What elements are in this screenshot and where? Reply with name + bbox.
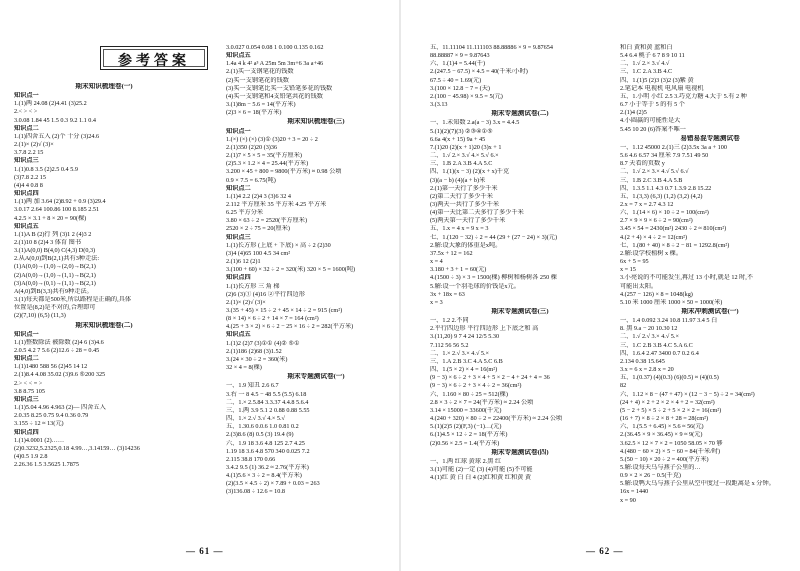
answer-line: 0.9 × 2 × 26 − 0.5(千克) [620, 472, 681, 480]
answer-line: 七、1.(80 + 40) × 8 ÷ 2 − 81 = 1292.8(cm²) [620, 241, 730, 249]
answer-line: 2.(1)350 (2)20 (3)36 [226, 143, 278, 151]
answer-line: 4.(1)红 黄 白 白 4 (2)红和黄 红和黄 黄 [430, 474, 532, 482]
page-number-left: — 61 — [186, 546, 224, 556]
section-heading: 易错易混专题测试卷 [680, 134, 740, 142]
answer-line: 1.(1)0.8 3.5 (2)2.5 0.4 5.9 [14, 165, 78, 173]
answer-line: 32 × 4 = 8(棵) [226, 364, 262, 372]
answer-line: 二、1.√ 2.√ 3.× 4.√ 5.× [620, 333, 679, 341]
answer-line: 1.(1)4 2.2 (2)4 3 (3)6 32 4 [226, 192, 291, 200]
answer-line: 3.(11,20) 9 7 4 24 12/5 5.30 [430, 333, 500, 341]
answer-line: 六、1.12 × 8 − (47 + 47) × (12 − 3 − 5) ÷ 2 = 34(cm²) [620, 390, 755, 398]
knowledge-point-heading: 知识点一 [226, 127, 251, 135]
answer-line: (8 × 14) × 6 ÷ 2 + 14 × 7 = 164 (cm²) [226, 315, 319, 323]
answer-line: 3.7.8 2.2 15 [14, 149, 44, 157]
answer-line: 4.2.5 × 3.1 + 8 × 20 = 90(棵) [14, 214, 87, 222]
answer-line: 2.(1)8.4 4.08 35.02 (3)9.6 ⑤200 325 [14, 371, 106, 379]
answer-line: 2.(1)买一支钢笔花的钱数 [226, 68, 294, 76]
answer-line: 1.(1)两 24.08 (2)4.41 (3)25.2 [14, 100, 87, 108]
answer-line: 六、1.160 × 80 ÷ 25 = 512(棵) [430, 390, 508, 398]
answer-line: 2.解:设大象的体重是x吨。 [430, 241, 502, 249]
answer-line: 1.(1)A B (2)行 列 (3)1 2 (4)3 2 [14, 230, 92, 238]
knowledge-point-heading: 知识点五 [14, 222, 39, 230]
section-heading: 期末专题测试卷(三) [491, 308, 549, 315]
answer-line: (4)4 4 0.8 8 [14, 181, 43, 189]
page-number-right: — 62 — [586, 546, 624, 556]
answer-line: 二、1.× 2.5.84 3.3.37 4.4.8 5.6.4 [226, 398, 309, 406]
answer-line: 2.(1)× (2)√ (3)× [14, 141, 54, 149]
knowledge-point-heading: 知识点五 [226, 331, 251, 339]
answer-line: (5)两天第一天行了多少千米 [430, 217, 506, 225]
answer-line: 二、1.× 2.√ 3.× 4.√ 5.× [430, 349, 490, 357]
answer-line: (2)0.56 × 2.5 = 1.4(平方米) [430, 439, 500, 447]
answer-line: 五、1.x = 4 x = 9 x = 3 [430, 225, 489, 233]
answer-line: (9 − 3) × 6 ÷ 2 + 3 × 4 + 5 × 2 − 4 + 24 + 4 = 36 [430, 374, 550, 382]
answer-line: 2.8 × 3 ÷ 2 × 7 = 24(平方米) ≈ 2.24 公顷 [430, 398, 534, 406]
answer-line: 2.26.36 1.5 3.5625 1.7875 [14, 461, 79, 469]
answer-line: 位置是(8,2)是不对的,合理即可 [14, 304, 96, 312]
answer-line: 2.115 38.8 170 0.66 [226, 455, 276, 463]
knowledge-point-heading: 知识点四 [14, 190, 39, 198]
answer-line: 1.(×) (×) (×) (3)① (3)20 + 3 = 20 ÷ 2 [226, 135, 318, 143]
answer-line: 6.6a 4(x + 15) 9a + 45 [430, 135, 486, 143]
knowledge-point-heading: 知识点三 [226, 233, 251, 241]
answer-line: (2)0.3232,5.2325,0.18 4.99…,3.14159… (3)14236 [14, 444, 140, 452]
answer-line: 三、1.A 2.B 3.C 4.A 5.C 6.B [430, 357, 503, 365]
answer-line: 8.7 天看的页数 y [620, 160, 665, 168]
answer-line: 3.4.2 9.5 (1) 36.2 ≈ 2.76(平方米) [226, 463, 309, 471]
knowledge-point-heading: 知识点三 [14, 157, 39, 165]
answer-line: (16 + 7) × 8 ÷ 2 × 8 + 28 = 28(cm²) [620, 415, 708, 423]
answer-line: 2.(1)第一天行了多少千米 [430, 184, 498, 192]
answer-line: (2)A(0,0)→(1,0)→(1,1)→B(2,1) [14, 271, 96, 279]
answer-line: (4)0.5 1.9 2.8 [14, 453, 48, 461]
answer-line: 2.(1)186 (2)68 (3)1.52 [226, 347, 282, 355]
answer-line: 4.(480 − 60 × 2) × 5 − 60 = 84(千米/时) [620, 447, 721, 455]
answer-line: (24 + 4) × 2 + 2 × 2 × 4 + 2 = 32(cm²) [620, 398, 715, 406]
answer-line: 67.5 ÷ 40 = 1.69(元) [430, 76, 482, 84]
answer-line: 2.7 × 9 × 9 × 6 ÷ 2 = 90(cm²) [620, 217, 693, 225]
answer-line: 四、1.(1)(x − 3) (2)(x + x)千克 [430, 168, 510, 176]
knowledge-point-heading: 知识点二 [14, 124, 39, 132]
answer-line: 三、1.C 2.A 3.B 4.C [620, 68, 673, 76]
answer-line: x = 4 [430, 258, 443, 266]
answer-line: 二、1.√ 2.× 3.× 4.√ 5.√ 6.√ [620, 168, 689, 176]
answer-line: 6.25 平方分米 [226, 209, 264, 217]
answer-line: 2.> < < = > [14, 379, 43, 387]
answer-line: 1.4a 4 k 4² a³ A 25m 5m 3m+6 3a a+46 [226, 60, 324, 68]
answer-line: 一、1.9 知丑 2.6 6.7 [226, 382, 279, 390]
section-heading: 期末知识梳理卷(一) [75, 83, 133, 90]
knowledge-point-heading: 知识点三 [14, 395, 39, 403]
answer-line: 六、1.(5.5 + 6.45) × 5.6 ≈ 56(元) [620, 423, 704, 431]
answer-line: (3)(a − b) (4)(a + b)米 [430, 176, 486, 184]
answer-line: 一、1.12 45000 2.(1)三 (2)3.5x 3a a + 100 [620, 143, 727, 151]
answer-line: 五、1.30.6 0.0.6 1.0 0.81 0.2 [226, 423, 299, 431]
answer-line: 四、1.× 2.√ 3.√ 4.× 5.√ [226, 415, 285, 423]
answer-line: 4.小圆赢的可能性是大 [620, 117, 681, 125]
answer-line: 88.88887 × 9 = 9.87643 [430, 52, 490, 60]
answer-line: 5.(50 − 10) × 20 ÷ 2 = 400(平方米) [620, 455, 709, 463]
answer-line: 3.80 × 63 ÷ 2 = 2520(平方厘米) [226, 217, 308, 225]
answer-line: 二、1.√ 2.× 3.√ 4.× 5.√ 6.× [430, 152, 499, 160]
answer-line: (2)3 × 6 = 18(平方米) [226, 109, 282, 117]
answer-line: 3.右 一 8 4.5 − 48 5.5 (5.5) 6.18 [226, 390, 307, 398]
answer-line: 3.(35 + 45) × 15 ÷ 2 + 45 × 14 ÷ 2 = 915 (cm²) [226, 307, 343, 314]
left-column-2 [226, 44, 400, 497]
answer-line: 2.(3)8.6 (8) 0.5 (3) 19.4 (9) [226, 431, 294, 439]
answer-line: (5 − 2 + 5) × 5 ÷ 2 + 5 × 2 × 2 = 16(cm²) [620, 406, 722, 414]
answer-line: 3.180 + 3 + 1 = 60(元) [430, 266, 487, 274]
answer-line: x = 15 [620, 266, 636, 274]
answer-line: 1.(1)两 加 3.64 (2)8.92 + 0.9 (3)29.4 [14, 198, 106, 206]
answer-line: 3.0.027 0.054 0.08 1 0.100 0.135 0.162 [226, 44, 324, 51]
answer-line: 一、1.未知数 2.a(a − 3) 3.x = 4.4.5 [430, 119, 520, 127]
answer-line: 三、1.C 2.B 3.B 4.C 5.A 6.C [620, 341, 693, 349]
answer-line: 1.(1)长方形 三 角 梯 [226, 282, 280, 290]
answer-line: 1.(1)5.04 4.96 4.963 (2)— 四舍五入 [14, 404, 106, 412]
answer-line: 四、1.(1)5 (2)3 (3)2 (3)紫 黄 [620, 76, 694, 84]
answer-line: 3.x = 6 x = 2.8 x = 20 [620, 366, 674, 374]
answer-line: 4.(1500 ÷ 3) × 3 = 1500(棵) 柳树和杨树各 250 棵 [430, 274, 557, 282]
answer-line: (2)5.3 × 1.2 × 4 = 25.44(平方米) [226, 160, 309, 168]
answer-line: 3.(1)可能 (2)一定 (3) (4)可能 (5)不可能 [430, 465, 533, 473]
answer-line: 3.(3.13 [430, 101, 448, 109]
answer-line: 3.(100 × 12.8 − 7 = (天) [430, 84, 490, 92]
answer-line: 2.(36.45 × 9 × 36.45) × 9 ≈ 9(元) [620, 431, 703, 439]
knowledge-point-heading: 知识点四 [226, 274, 251, 282]
answer-line: 4.(240 + 320) × 80 ÷ 2 = 22400(平方米) ≈ 2.24 公顷 [430, 415, 563, 423]
answer-line: 7.(1)20 (2)(x + 1)20 (3)x + 1 [430, 143, 502, 151]
answer-line: (2)6 (3)① (4)16 ②平行四边形 [226, 290, 305, 298]
knowledge-point-heading: 知识点二 [14, 355, 39, 363]
answer-line: 5.解:设每天乌与燕子公里的… [620, 463, 701, 471]
answer-line: 3.(1)A(0,0) B(4,0) C(4,3) D(0,3) [14, 247, 96, 255]
answer-key-title-box [100, 46, 208, 70]
answer-line: 2.(100 − 45.98) × 9.5 = 5(元) [430, 92, 503, 100]
left-column-1 [14, 82, 194, 469]
answer-line: 2.解:设学校植树 x 棵。 [620, 249, 683, 257]
answer-line: 3.45 × 54 = 2430(m²) 2430 ÷ 2 ≈ 810(cm²) [620, 225, 727, 233]
answer-line: 三、1.两 3.9 5.1 2 0.88 0.88 5.55 [226, 406, 310, 414]
answer-line: 2.x = 7 x = 2.7 4.3 12 [620, 200, 674, 208]
answer-line: (3)4 (4)65 100 4.5 34 cm² [226, 249, 291, 257]
answer-line: 四、1.6.4 2.47 3400 0.7 0.2 6.4 [620, 349, 699, 357]
answer-line: 四、1.(5 × 2) × 4 = 16(m²) [430, 366, 498, 374]
answer-line: 82 [620, 382, 627, 390]
answer-line: 2.(1)4 (2)5 [620, 109, 647, 117]
answer-line: (3)买一支钢笔比买一支铅笔多花的钱数 [226, 84, 333, 92]
answer-line: (2)第二天行了多少千米 [430, 192, 493, 200]
answer-line: 2.(247.5 − 67.5) × 4.5 = 40(千米/小时) [430, 68, 528, 76]
answer-line: 三、1.B 2.A 3.B 4.A 5.C [430, 160, 493, 168]
right-column-2 [620, 44, 800, 505]
answer-line: 5.6 4.6 6.57 34 厘米 7.9 7.51 49 50 [620, 152, 709, 160]
answer-line: 3.(24 × 30 ÷ 2 = 360(米) [226, 355, 288, 363]
answer-line: 2.(1)10 8 (2)4 3 体育 图书 [14, 238, 82, 246]
answer-line: 2.平行四边形 平行四边形 上下底之和 高 [430, 325, 539, 333]
section-heading: 期末专题测试卷(四) [491, 448, 549, 456]
answer-line: 4.(1)5.6 × 3 ÷ 2 = 8.4(平方米) [226, 472, 302, 480]
answer-line: 3.小亮说的不可能发生,再过 13 小时,就是 12 时,不 [620, 274, 754, 282]
answer-line: (2)(7,10) (6,5) (11,3) [14, 312, 66, 320]
answer-line: 5.45 10 20 (6)答案不唯一 [620, 125, 686, 133]
answer-line: 6.(1)4.5 × 12 ÷ 2 = 18(平方米) [430, 431, 508, 439]
answer-line: 1.(1)四舍五入 (2)个 十分 (3)24.6 [14, 132, 100, 140]
answer-line: 5.(1)(2)5 (2)(F,3) (−1)…(元) [430, 423, 502, 431]
answer-line: 2.134 0.38 15.645 [620, 357, 665, 365]
answer-line: 五、1.(3,3) (6,3) (1,2) (3,2) (4,2) [620, 192, 703, 200]
answer-line: 16x = 1440 [620, 488, 649, 496]
answer-line: (3)两天一共行了多少千米 [430, 200, 500, 208]
answer-line: 5.4 6.4 桃子 6 7 8 9 10 11 [620, 52, 685, 60]
answer-line: 4.(2 + 4) × 4 ÷ 2 = 12(cm²) [620, 233, 688, 241]
answer-line: (2)(3.5 × 4.5 ÷ 2) × 7.89 + 0.03 = 263 [226, 480, 320, 488]
answer-line: 3.62.5 × 12 × 7 × 2 = 1050 58.05 × 70 够 [620, 439, 723, 447]
answer-line: 1.(1)长方形 (上底 + 下底) × 高 ÷ 2 (2)30 [226, 241, 331, 249]
answer-line: (3)7.8 2.2 15 [14, 173, 46, 181]
answer-line: 和白 黄和黄 蓝和白 [620, 44, 673, 51]
answer-line: 2.0.35 8.25 0.75 9.4 0.36 0.79 [14, 412, 89, 420]
answer-line: 4.(257 − 126) × 8 = 1048(kg) [620, 290, 693, 298]
answer-line: 可能出太阳。 [620, 282, 658, 290]
section-heading: 期末专题测试卷(一) [287, 373, 345, 381]
answer-line: (2)买一支钢笔花的钱数 [226, 76, 289, 84]
answer-line: 3.8 8.75 105 [14, 387, 45, 395]
answer-line: (4)第一天比第二天多行了多少千米 [430, 209, 524, 217]
answer-line: 0.9 × 7.5 = 6.75(吨) [226, 176, 276, 184]
answer-line: 4.(25 + 3 × 2) × 6 ÷ 2 − 25 × 16 ÷ 2 = 282(平方米) [226, 323, 354, 331]
answer-line: 2.(1)7 × 5 × 5 = 35(平方厘米) [226, 152, 302, 160]
answer-line: 一、1.4 0.092 3.24 10.8 11.97 3.4 5 白 [620, 317, 718, 325]
answer-line: 2.(1)× (2)√ (3)× [226, 298, 266, 306]
answer-line: 一、1.2 2.不同 [430, 317, 469, 325]
answer-line: x = 90 [620, 496, 636, 504]
right-column-1 [430, 44, 610, 482]
answer-line: A(4,0)到B(3,3)共有9种走法。 [14, 287, 93, 295]
answer-line: 3.14 × 15000 = 33600(千元) [430, 406, 502, 414]
answer-line: 1.19 18 3.6 4.8 570 340 0.025 7.2 [226, 447, 310, 455]
answer-line: 四、1.3.5 1.1 4.3 0.7 1.3.9 2.8 15.22 [620, 184, 712, 192]
answer-line: (9 − 3) × 6 ÷ 2 + 3 × 4 ÷ 2 = 36(cm²) [430, 382, 522, 390]
answer-line: 3x + 18x = 63 [430, 290, 465, 298]
answer-line: 3.0.17 2.64 100.86 100 8.185 2.51 [14, 206, 100, 214]
answer-line: 3.155 ÷ 12 ≈ 13(元) [14, 420, 64, 428]
answer-line: 2.(1)6 12 (2)1 [226, 258, 261, 266]
knowledge-point-heading: 知识点五 [226, 52, 251, 60]
answer-line: 五、1.小明 小红 2.5 3.巧克力糖 4.大于 5.有 2 种 [620, 92, 747, 100]
answer-line: 2.笔记本 电视机 电风扇 电视机 [620, 84, 704, 92]
answer-line: x = 3 [430, 298, 443, 306]
answer-line: 6x + 5 = 95 [620, 258, 649, 266]
answer-line: 5.10 米 1000 厘米 1000 × 50 = 1000(米) [620, 298, 723, 306]
section-heading: 期末知识梳理卷(三) [287, 118, 345, 126]
knowledge-point-heading: 知识点一 [14, 330, 39, 338]
answer-line: 五、11.11104 11.111103 88.88886 × 9 = 9.87654 [430, 44, 553, 51]
section-heading: 期末冲刺测试卷(一) [681, 308, 739, 315]
answer-line: 1.(1)1480 588 56 (2)45 14 12 [14, 363, 88, 371]
answer-line: 2520 × 2 ÷ 75 = 20(厘米) [226, 225, 290, 233]
answer-line: 1.(1)整数除法 被除数 (2)4 6 (3)4.6 [14, 338, 104, 346]
answer-line: (4)买一支钢笔和4支铅笔共花的钱数 [226, 92, 323, 100]
answer-line: (1)A(0,0)→(1,0)→(2,0)→B(2,1) [14, 263, 96, 271]
answer-line: 7.112 56 56 5.2 [430, 341, 469, 349]
answer-line: 七、1.(120 − 32) ÷ 2 = 44 (29 + (27 − 24) × 3)(元) [430, 233, 558, 241]
answer-line: 3.(1)每天都是500米,所以路程是正确的,具体 [14, 296, 132, 304]
answer-line: 6.7 小于等于 5 的有 5 个 [620, 101, 685, 109]
answer-line: 2.从A(0,0)到B(2,1)共有3种走法: [14, 255, 100, 263]
answer-line: 3.200 × 45 + 800 = 9800(平方米) ≈ 0.98 公顷 [226, 168, 342, 176]
answer-line: 六、1.(14 × 6) × 10 ÷ 2 = 100(cm²) [620, 209, 709, 217]
answer-line: (3)A(0,0)→(0,1)→(1,1)→B(2,1) [14, 279, 96, 287]
answer-line: 一、1.两 红球 黄球 2.黑 红 [430, 457, 502, 465]
answer-key-title: 参考答案 [118, 54, 190, 69]
section-heading: 期末知识梳理卷(二) [75, 321, 133, 329]
answer-line: 2.< > < > [14, 108, 38, 116]
answer-line: 5.解:设鸭大乌与燕子公里从空中度过一段距离是 x 分钟。 [620, 480, 775, 488]
knowledge-point-heading: 知识点二 [226, 184, 251, 192]
right-page [400, 0, 800, 571]
section-heading: 期末专题测试卷(二) [491, 110, 549, 118]
answer-line: 六、1.(1)4 = 5.44(千) [430, 60, 486, 68]
answer-line: 1.(1)2 (2)7 (3)①① (4)② ⑤① [226, 339, 300, 347]
answer-line: 2.0.5 4.2 7 5.6 (2)12.6 ÷ 28 = 0.45 [14, 347, 100, 354]
answer-line: 3.(100 + 60) × 32 ÷ 2 = 320(米) 320 × 5 = 1600(吨) [226, 266, 356, 274]
answer-line: 六、1.9 18 3.6 4.8 125 2.7 4.25 [226, 439, 305, 447]
knowledge-point-heading: 知识点一 [14, 92, 39, 100]
answer-line: 8. 黑 9.a − 20 10.30 12 [620, 325, 678, 333]
answer-line: 37.5x + 12 = 162 [430, 249, 473, 257]
answer-line: 5.解:设一个羽毛球的价钱是x元。 [430, 282, 520, 290]
answer-line: 5.(1)(2)(7)(3) ②③④①⑤ [430, 127, 493, 135]
answer-line: 3.(1)8m − 5.6 = 14(平方米) [226, 101, 296, 109]
knowledge-point-heading: 知识点四 [14, 428, 39, 436]
answer-line: 3.0.08 1.84 45 1.5 0.3 9.2 1.1 0.4 [14, 116, 96, 124]
answer-line: 五、1.(0.37) (4)(0.3) (6)(0.5) ≈ (4)(0.5) [620, 374, 719, 382]
answer-line: (3)136.08 ÷ 12.6 = 10.8 [226, 488, 285, 496]
answer-line: 2.112 平方厘米 35 平方米 4.25 平方米 [226, 200, 327, 208]
answer-line: 1.(1)4.0001 (2)…… [14, 436, 65, 444]
answer-line: 三、1.B 2.C 3.B 4.A 5.B [620, 176, 683, 184]
answer-line: 二、1.√ 2.× 3.√ 4.√ [620, 60, 670, 68]
